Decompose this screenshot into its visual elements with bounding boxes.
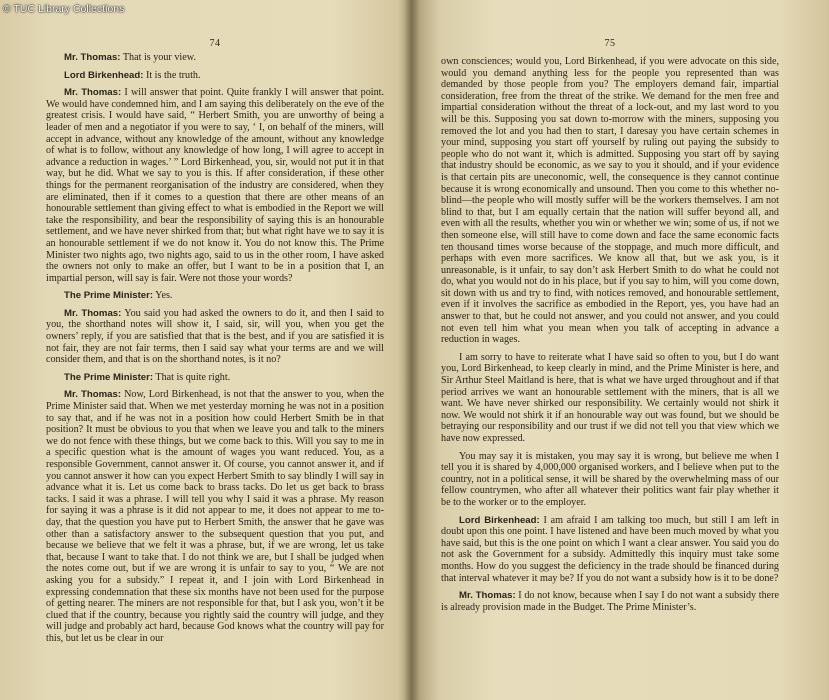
gutter-shadow <box>404 0 420 700</box>
paragraph <box>46 290 384 302</box>
paragraph-text: I am sorry to have to reiterate what I have said so often to you, but I do want you, Lord Birkenhead, to keep clearly in mind, and the Prime Minister is here, and Sir Arthur Steel Maitland is here, that is what we have urged throughout and if that period arrives we want an honourable settlement with the miners, that is all we want. We have never shirked our responsibility. We certainly would not shirk it now. We would not shirk it if an honourable way out was found, but we should be betraying our responsibility and our trust if we did not tell you that view which we have now expressed. <box>441 351 779 444</box>
speaker-label: Mr. Thomas: <box>64 52 121 63</box>
paragraph-text: I do not know, because when I say I do not want a subsidy there is already provision made in the Budget. The Prime Minister’s. <box>441 590 779 613</box>
paragraph-text: I am afraid I am talking too much, but still I am left in doubt upon this one point. I have listened and have been much moved by what you have said, but this is the one point on which I want a clear answer. You said you do not ask the Government for a subsidy. Admittedly this inquiry must take some months. How do you suggest the deficiency in the trade should be financed during that interval whatever it may be? If you do not want a subsidy how is it to be done? <box>441 514 779 584</box>
paragraph <box>441 451 779 509</box>
paragraph <box>46 372 384 384</box>
left-page <box>46 0 384 700</box>
paragraph <box>441 352 779 445</box>
speaker-label: Mr. Thomas: <box>64 87 122 99</box>
paragraph-text: You said you had asked the owners to do it, and then I said to you, the shorthand notes will show it, I said, sir, will you, when you get the owners’ reply, if you are satisfied that that is the best, and if you are satisfied it is not fair, they are not fair terms, then I said say what your terms are and we will consider them, and that is on the shorthand notes, is it no? <box>46 307 384 366</box>
paragraph-text: That is your view. <box>120 52 196 63</box>
speaker-label: Mr. Thomas: <box>64 307 122 319</box>
speaker-label: Lord Birkenhead: <box>64 69 144 81</box>
speaker-label: Mr. Thomas: <box>459 590 516 602</box>
paragraph <box>441 56 779 346</box>
paragraph <box>46 70 384 82</box>
paragraph <box>46 389 384 644</box>
speaker-label: Lord Birkenhead: <box>459 514 540 526</box>
left-page-number: 74 <box>209 38 221 49</box>
left-page-body <box>46 52 384 645</box>
paragraph-text: I will answer that point. Quite frankly I will answer that point. We would have condemned him, and I am saying this deliberately on the eve of the greatest crisis. I would have said, “ Herbert Smith, you are unworthy of being a leader of men and a negotiator if you were to say, ‘ I, on behalf of the miners, will accept in advance, without any knowledge of the amount, without any knowledge of what is to follow, without any knowledge of how long, I will agree to accept in advance a reduction in wages.’ ” Lord Birkenhead, you, sir, would not put it in that way, but he did. What we say to you is this. If after consideration, if these other things for the permanent reorganisation of the industry are considered, when they are eliminated, then if it comes to a question that there are other means of an honourable settlement than giving effect to what is embodied in the Report we will take the responsibility, and bear the responsibility of saying this is an honourable settlement, and we have never shirked from that; but what right have we to say it is an honourable settlement if we do not know it. You do not know this. The Prime Minister two nights ago, two nights ago, said to us in the other room, I have asked the owners not only to make an offer, but I want to be in a position that I, an impartial person, will say is fair. Were not those your words? <box>46 87 384 284</box>
paragraph <box>46 52 384 64</box>
copyright-watermark: © TUC Library Collections <box>3 3 125 15</box>
paragraph-text: Now, Lord Birkenhead, is not that the answer to you, when the Prime Minister said that. When we met yesterday morning he was not in a position to say that, and if he was not in a position how could Herbert Smith be in that position? It must be obvious to you that when we leave you and talk to the miners we do not fence with these things, but we come back to this. Will you say to me in a specific question what is the amount of wages you want reduced. You, as a responsible Government, cannot answer it. Of course, you cannot answer it, and if you cannot answer it how can you expect Herbert Smith to say blindly I will say in advance what it is. Let us come back to brass tacks. Do let us get back to brass tacks. I said it was a phrase. I will tell you why I said it was a phrase. My reason for saying it was a phrase is it did not appear to me, it does not appear to me to-day, that the question you have put to Herbert Smith, the answer that he gave was other than a satisfactory answer to the subsequent question that you put, and because we believe that we felt it was a phrase, but, if we are wrong, let us take that, because I want to take that. I do not think we are, but I shall be judged when the notes come out, but if we are wrong it is unfair to say to you, “ We are not asking you for a subsidy.” I repeat it, and I join with Lord Birkenhead in expressing condemnation that these six months have not been used for the purpose of getting nearer. The miners are not responsible for that, but I ask you, won’t it be clued that if the country, because you rightly said the country will judge, and they will judge and probably act hard, because God knows what the country will pay for this, but let us be clear in our <box>46 389 384 644</box>
right-page-body <box>441 56 779 613</box>
speaker-label: The Prime Minister: <box>64 371 154 383</box>
paragraph-text: It is the truth. <box>143 69 201 81</box>
paragraph <box>441 515 779 585</box>
paragraph-text: You may say it is mistaken, you may say it is wrong, but believe me when I tell you it is shared by 4,000,000 organised workers, and I believe when put to the country, not in a political sense, it will be shared by the overwhelming mass of our fellow countrymen, who after all whatever their politics want fair play whether it be to the worker or to the employer. <box>441 450 779 508</box>
paragraph <box>46 87 384 284</box>
speaker-label: The Prime Minister: <box>64 290 154 302</box>
speaker-label: Mr. Thomas: <box>64 389 122 401</box>
paragraph <box>441 590 779 613</box>
paragraph <box>46 308 384 366</box>
right-page-number: 75 <box>604 38 616 49</box>
paragraph-text: That is quite right. <box>153 371 231 383</box>
paragraph-text: Yes. <box>153 290 173 302</box>
paragraph-text: own consciences; would you, Lord Birkenhead, if you were advocate on this side, would you demand anything less for the people you represented than was demanded by those people from you? The employers demand fair, impartial consideration, free from the threat of the strike. We demand for the men free and impartial consideration without the threat of a lock-out, and my last word to you will be this. Supposing you sat down to-morrow with the miners, supposing you removed the lot and you had then to start, I daresay you have certain schemes in your mind, supposing you start off yourself by ruling out paying the subsidy to people who do not want it, which is admitted. Supposing you start off by saying that industry should be economic, as we say to you it should, and if your evidence is that certain pits are uneconomic, well, the consequence is they cannot continue because it is wrong economically and unsound. Then you come to this whether no-blind—the people who will mostly suffer will be the workers themselves. I am not blind to that, but I am equally certain that the nation will suffer beyond all, and even with all the results, whether you win or whether we win; some of us, if not we then someone else, will still have to come down and face the same economic facts ten thousand times worse because of the stoppage, and much more difficult, and perhaps with even more sacrifices. We know all that, but we ask you, is it unreasonable, is it unfair, to say don’t ask Herbert Smith to do what he could not do, what you would not do in his place, but if you say to him, will you come down, sit down with us and try to find, with notices removed, and honourable settlement, even if it involves the sacrifice as embodied in the Report, yes, you have had an answer to that, but he could not answer, and you could not answer, and you could not even tell him what you mean when you talk of accepting in advance a reduction in wages. <box>441 56 779 346</box>
right-page <box>441 0 779 700</box>
